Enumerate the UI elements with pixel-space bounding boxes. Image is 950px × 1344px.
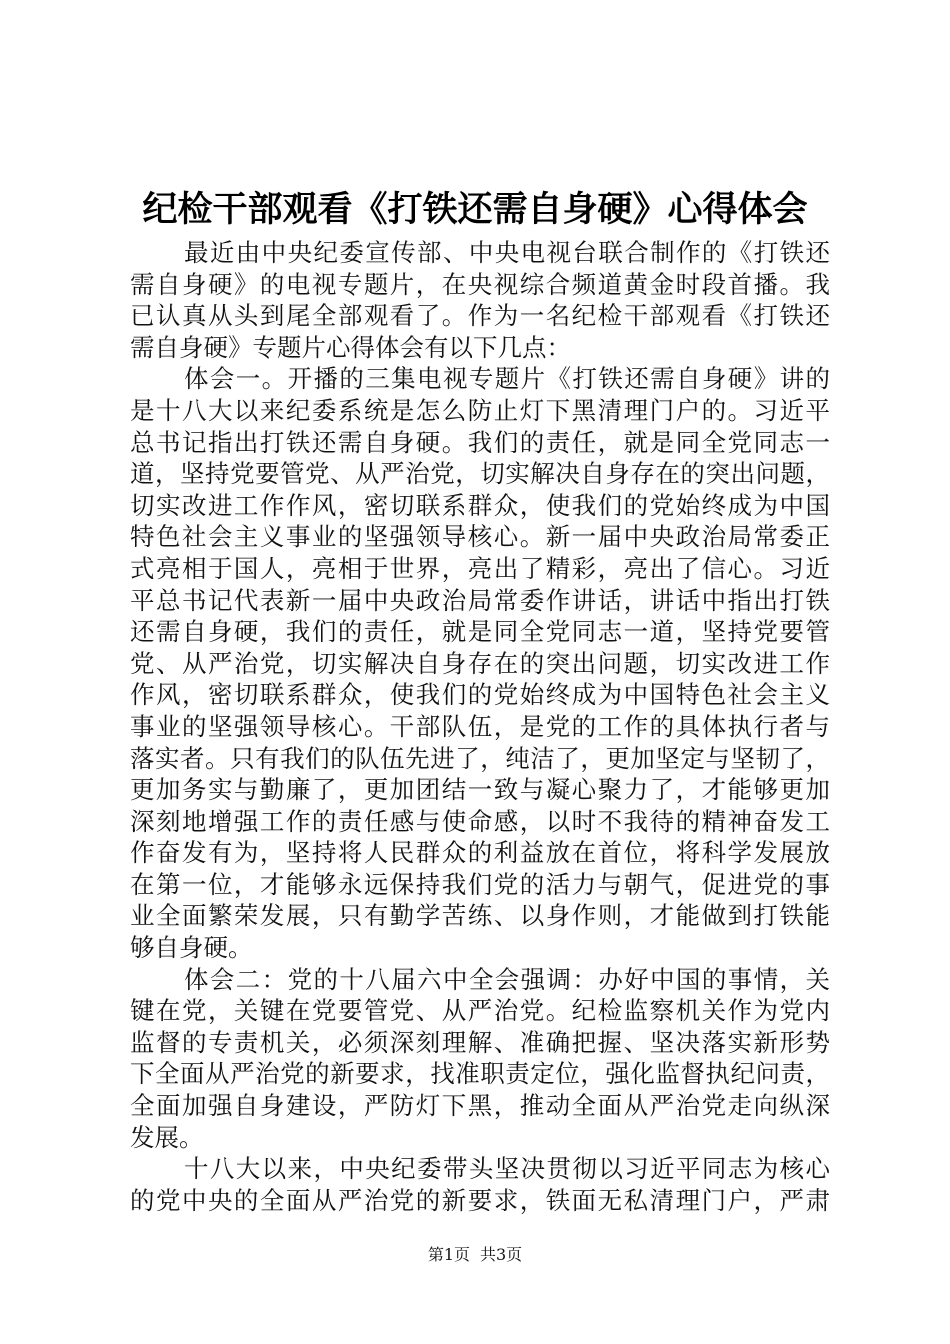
text-line: 式亮相于国人，亮相于世界，亮出了精彩，亮出了信心。习近: [130, 553, 830, 583]
text-line: 切实改进工作作风，密切联系群众，使我们的党始终成为中国: [130, 490, 830, 520]
text-line: 作奋发有为，坚持将人民群众的利益放在首位，将科学发展放: [130, 838, 830, 868]
text-line: 最近由中央纪委宣传部、中央电视台联合制作的《打铁还: [184, 238, 830, 267]
text-line: 道，坚持党要管党、从严治党，切实解决自身存在的突出问题，: [130, 459, 830, 489]
text-line: 总书记指出打铁还需自身硬。我们的责任，就是同全党同志一: [130, 427, 830, 457]
text-line: 是十八大以来纪委系统是怎么防止灯下黑清理门户的。习近平: [130, 395, 830, 425]
text-line: 够自身硬。: [130, 933, 253, 963]
text-line: 特色社会主义事业的坚强领导核心。新一届中央政治局常委正: [130, 522, 830, 552]
text-line: 十八大以来，中央纪委带头坚决贯彻以习近平同志为核心: [184, 1154, 830, 1184]
text-line: 已认真从头到尾全部观看了。作为一名纪检干部观看《打铁还: [130, 301, 830, 331]
text-line: 需自身硬》的电视专题片，在央视综合频道黄金时段首播。我: [130, 269, 830, 299]
text-line: 落实者。只有我们的队伍先进了，纯洁了，更加坚定与坚韧了，: [130, 743, 830, 773]
text-line: 键在党，关键在党要管党、从严治党。纪检监察机关作为党内: [130, 996, 830, 1026]
text-line: 体会一。开播的三集电视专题片《打铁还需自身硬》讲的: [184, 364, 830, 394]
text-line: 党、从严治党，切实解决自身存在的突出问题，切实改进工作: [130, 648, 830, 678]
text-line: 需自身硬》专题片心得体会有以下几点：: [130, 332, 571, 362]
text-line: 事业的坚强领导核心。干部队伍，是党的工作的具体执行者与: [130, 711, 830, 741]
document-body: [130, 237, 830, 1216]
text-line: 全面加强自身建设，严防灯下黑，推动全面从严治党走向纵深: [130, 1091, 830, 1121]
text-line: 还需自身硬，我们的责任，就是同全党同志一道，坚持党要管: [130, 617, 830, 647]
text-line: 的党中央的全面从严治党的新要求，铁面无私清理门户，严肃: [130, 1185, 830, 1215]
text-line: 更加务实与勤廉了，更加团结一致与凝心聚力了，才能够更加: [130, 775, 830, 805]
text-line: 下全面从严治党的新要求，找准职责定位，强化监督执纪问责，: [130, 1059, 830, 1089]
page-number: 第1页: [427, 1245, 470, 1264]
text-line: 作风，密切联系群众，使我们的党始终成为中国特色社会主义: [130, 680, 830, 710]
text-line: 深刻地增强工作的责任感与使命感，以时不我待的精神奋发工: [130, 806, 830, 836]
text-line: 在第一位，才能够永远保持我们党的活力与朝气，促进党的事: [130, 869, 830, 899]
text-line: 监督的专责机关，必须深刻理解、准确把握、坚决落实新形势: [130, 1027, 830, 1057]
text-line: 体会二：党的十八届六中全会强调：办好中国的事情，关: [184, 964, 830, 994]
text-line: 平总书记代表新一届中央政治局常委作讲话，讲话中指出打铁: [130, 585, 830, 615]
text-line: 业全面繁荣发展，只有勤学苦练、以身作则，才能做到打铁能: [130, 901, 830, 931]
page-footer: [0, 1244, 950, 1266]
document-title: 纪检干部观看《打铁还需自身硬》心得体会: [142, 189, 808, 230]
page-total: 共3页: [480, 1245, 523, 1264]
text-line: 发展。: [130, 1122, 204, 1152]
